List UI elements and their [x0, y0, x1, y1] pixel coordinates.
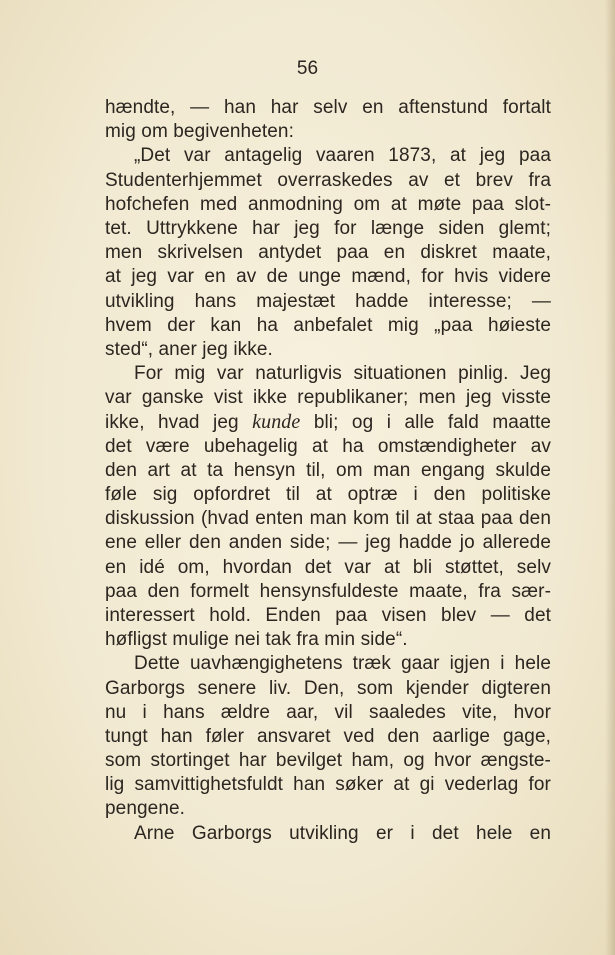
- text-line: „Det var antagelig vaaren 1873, at jeg paa: [134, 145, 551, 167]
- text-line: diskussion (hvad enten man kom til at staa paa den: [105, 508, 551, 530]
- text-segment: bli; og i alle fald maatte: [300, 412, 552, 434]
- text-line: lig samvittighetsfuldt han søker at gi vederlag for: [105, 774, 551, 796]
- text-line: interessert hold. Enden paa visen blev — det: [105, 604, 551, 626]
- text-line: Dette uavhængighetens træk gaar igjen i hele: [134, 653, 551, 675]
- text-line: [105, 410, 551, 434]
- text-line: Studenterhjemmet overraskedes av et brev fra: [105, 169, 551, 191]
- text-line: var ganske vist ikke republikaner; men jeg visste: [105, 387, 551, 409]
- text-line: føle sig opfordret til at optræ i den politiske: [105, 484, 551, 505]
- text-line: som stortinget har bevilget ham, og hvor ængste-: [105, 750, 551, 772]
- text-line: utvikling hans majestæt hadde interesse; —: [105, 290, 551, 312]
- text-line: høfligst mulige nei tak fra min side“.: [105, 629, 408, 651]
- emphasized-word: kunde: [252, 411, 301, 434]
- text-line: Arne Garborgs utvikling er i det hele en: [134, 822, 551, 844]
- text-line: hofchefen med anmodning om at møte paa slot-: [105, 193, 551, 215]
- text-line: at jeg var en av de unge mænd, for hvis videre: [105, 266, 551, 288]
- text-line: Garborgs senere liv. Den, som kjender digteren: [105, 677, 551, 699]
- text-segment: ikke, hvad jeg: [105, 412, 253, 434]
- page-edge-shadow: [605, 0, 615, 955]
- text-line: en idé om, hvordan det var at bli støttet, selv: [105, 556, 551, 578]
- body-text: [105, 96, 551, 846]
- text-line: det være ubehagelig at ha omstændigheter av: [105, 435, 551, 457]
- text-line: pengene.: [105, 798, 186, 820]
- text-line: tet. Uttrykkene har jeg for længe siden glemt;: [105, 217, 551, 239]
- text-line: tungt han føler ansvaret ved den aarlige gage,: [105, 725, 551, 747]
- text-line: mig om begivenheten:: [105, 121, 294, 143]
- text-line: nu i hans ældre aar, vil saaledes vite, hvor: [105, 701, 551, 723]
- text-line: paa den formelt hensynsfuldeste maate, fra sær-: [105, 580, 551, 602]
- text-line: hvem der kan ha anbefalet mig „paa høieste: [105, 314, 551, 336]
- text-line: For mig var naturligvis situationen pinlig. Jeg: [134, 363, 551, 385]
- text-line: den art at ta hensyn til, om man engang skulde: [105, 459, 551, 481]
- text-line: sted“, aner jeg ikke.: [105, 338, 273, 360]
- text-line: men skrivelsen antydet paa en diskret maate,: [105, 242, 551, 264]
- text-line: hændte, — han har selv en aftenstund fortalt: [105, 97, 551, 118]
- text-line: ene eller den anden side; — jeg hadde jo allerede: [105, 532, 551, 554]
- page-number: 56: [296, 58, 319, 79]
